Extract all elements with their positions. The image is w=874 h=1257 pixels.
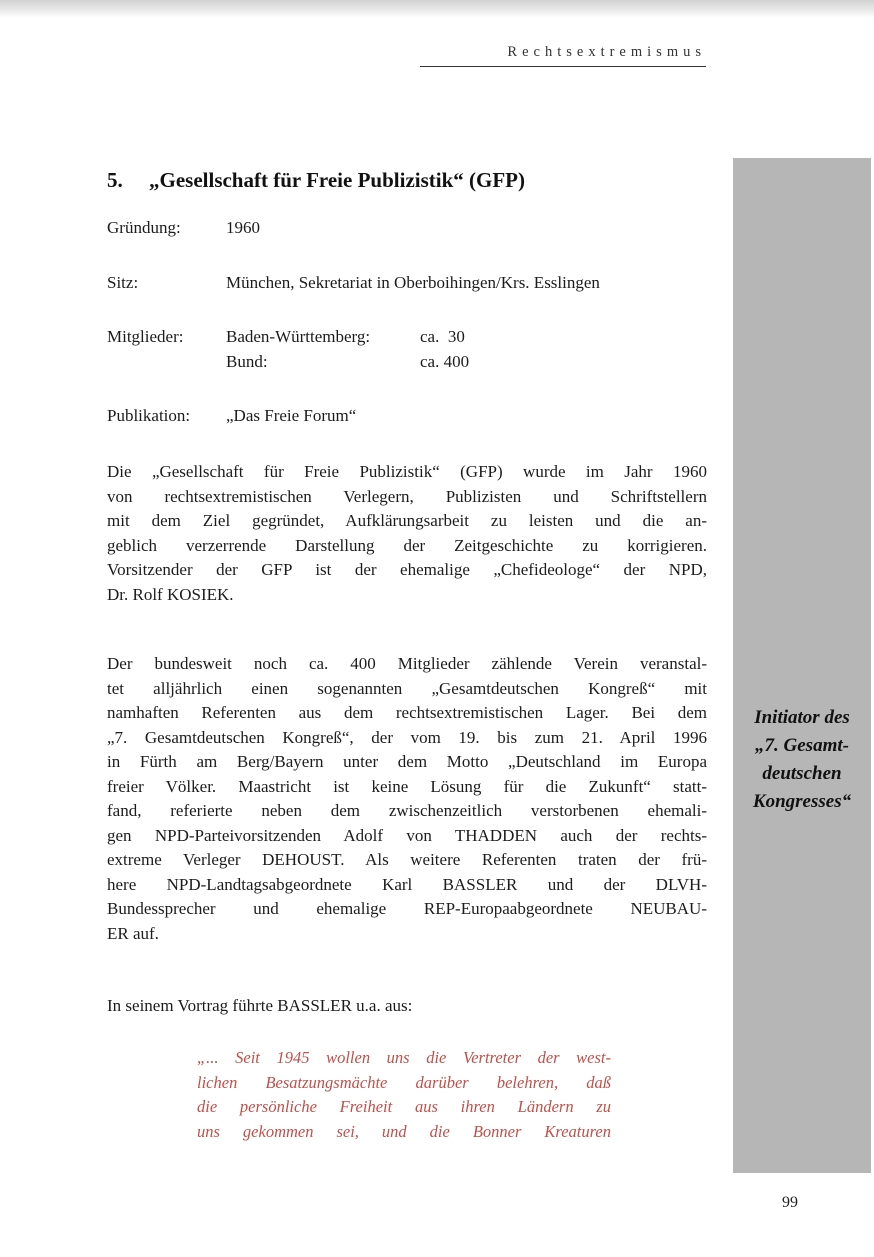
text-line: fand, referierte neben dem zwischenzeitlich verstorbenen ehemali- bbox=[107, 801, 707, 820]
quote-line: lichen Besatzungsmächte darüber belehren, daß bbox=[197, 1072, 611, 1092]
text-line: here NPD-Landtagsabgeordnete Karl BASSLER und der DLVH- bbox=[107, 874, 707, 894]
text-line: von rechtsextremistischen Verlegern, Publizisten und Schriftstellern bbox=[107, 486, 707, 506]
paragraph-2 bbox=[107, 652, 707, 946]
running-head: Rechtsextremismus bbox=[507, 44, 706, 60]
paragraph-1 bbox=[107, 460, 707, 607]
field-label: Gründung: bbox=[107, 218, 181, 237]
paragraph-3: In seinem Vortrag führte BASSLER u.a. aus: bbox=[107, 996, 413, 1015]
block-quote bbox=[197, 1046, 611, 1144]
text-line: in Fürth am Berg/Bayern unter dem Motto „Deutschland im Europa bbox=[107, 752, 707, 771]
member-count: ca. 400 bbox=[420, 352, 470, 371]
margin-note-line: deutschen bbox=[762, 763, 842, 784]
margin-note-line: Initiator des bbox=[754, 707, 850, 728]
section-number: 5. bbox=[107, 168, 123, 192]
quote-line: „... Seit 1945 wollen uns die Vertreter der west- bbox=[197, 1048, 611, 1067]
field-label: Mitglieder: bbox=[107, 327, 184, 346]
text-line: mit dem Ziel gegründet, Aufklärungsarbeit zu leisten und die an- bbox=[107, 511, 707, 530]
margin-sidebar bbox=[733, 158, 871, 1173]
section-heading bbox=[107, 168, 525, 193]
text-line: „7. Gesamtdeutschen Kongreß“, der vom 19. bis zum 21. April 1996 bbox=[107, 727, 707, 747]
text-line: freier Völker. Maastricht ist keine Lösung für die Zukunft“ statt- bbox=[107, 776, 707, 796]
text-line: Vorsitzender der GFP ist der ehemalige „Chefideologe“ der NPD, bbox=[107, 560, 707, 579]
member-region: Baden-Württemberg: bbox=[226, 327, 371, 346]
field-label: Sitz: bbox=[107, 273, 139, 292]
text-line: Dr. Rolf KOSIEK. bbox=[107, 584, 234, 604]
text-line: ER auf. bbox=[107, 923, 159, 943]
text-line: Bundessprecher und ehemalige REP-Europaabgeordnete NEUBAU- bbox=[107, 899, 707, 918]
member-count: ca. 30 bbox=[420, 327, 465, 346]
quote-line: die persönliche Freiheit aus ihren Ländern zu bbox=[197, 1097, 611, 1116]
header-rule bbox=[420, 66, 706, 67]
quote-line: uns gekommen sei, und die Bonner Kreaturen bbox=[197, 1121, 611, 1141]
text-line: gen NPD-Parteivorsitzenden Adolf von THADDEN auch der rechts- bbox=[107, 825, 707, 845]
text-line: namhaften Referenten aus dem rechtsextremistischen Lager. Bei dem bbox=[107, 703, 707, 722]
member-region: Bund: bbox=[226, 352, 268, 371]
text-line: Der bundesweit noch ca. 400 Mitglieder zählende Verein veranstal- bbox=[107, 654, 707, 673]
margin-note-line: „7. Gesamt- bbox=[755, 735, 849, 756]
page-number: 99 bbox=[782, 1194, 798, 1211]
field-value: München, Sekretariat in Oberboihingen/Krs. Esslingen bbox=[226, 273, 600, 292]
text-line: geblich verzerrende Darstellung der Zeitgeschichte zu korrigieren. bbox=[107, 535, 707, 555]
text-line: tet alljährlich einen sogenannten „Gesamtdeutschen Kongreß“ mit bbox=[107, 678, 707, 698]
field-value: „Das Freie Forum“ bbox=[226, 406, 357, 425]
field-label: Publikation: bbox=[107, 406, 191, 425]
field-value: 1960 bbox=[226, 218, 260, 237]
text-line: Die „Gesellschaft für Freie Publizistik“ (GFP) wurde im Jahr 1960 bbox=[107, 462, 707, 481]
margin-note-line: Kongresses“ bbox=[752, 791, 852, 812]
text-line: extreme Verleger DEHOUST. Als weitere Referenten traten der frü- bbox=[107, 850, 707, 869]
section-title: „Gesellschaft für Freie Publizistik“ (GFP) bbox=[149, 168, 526, 192]
margin-note bbox=[733, 704, 871, 816]
scan-top-shadow bbox=[0, 0, 874, 18]
